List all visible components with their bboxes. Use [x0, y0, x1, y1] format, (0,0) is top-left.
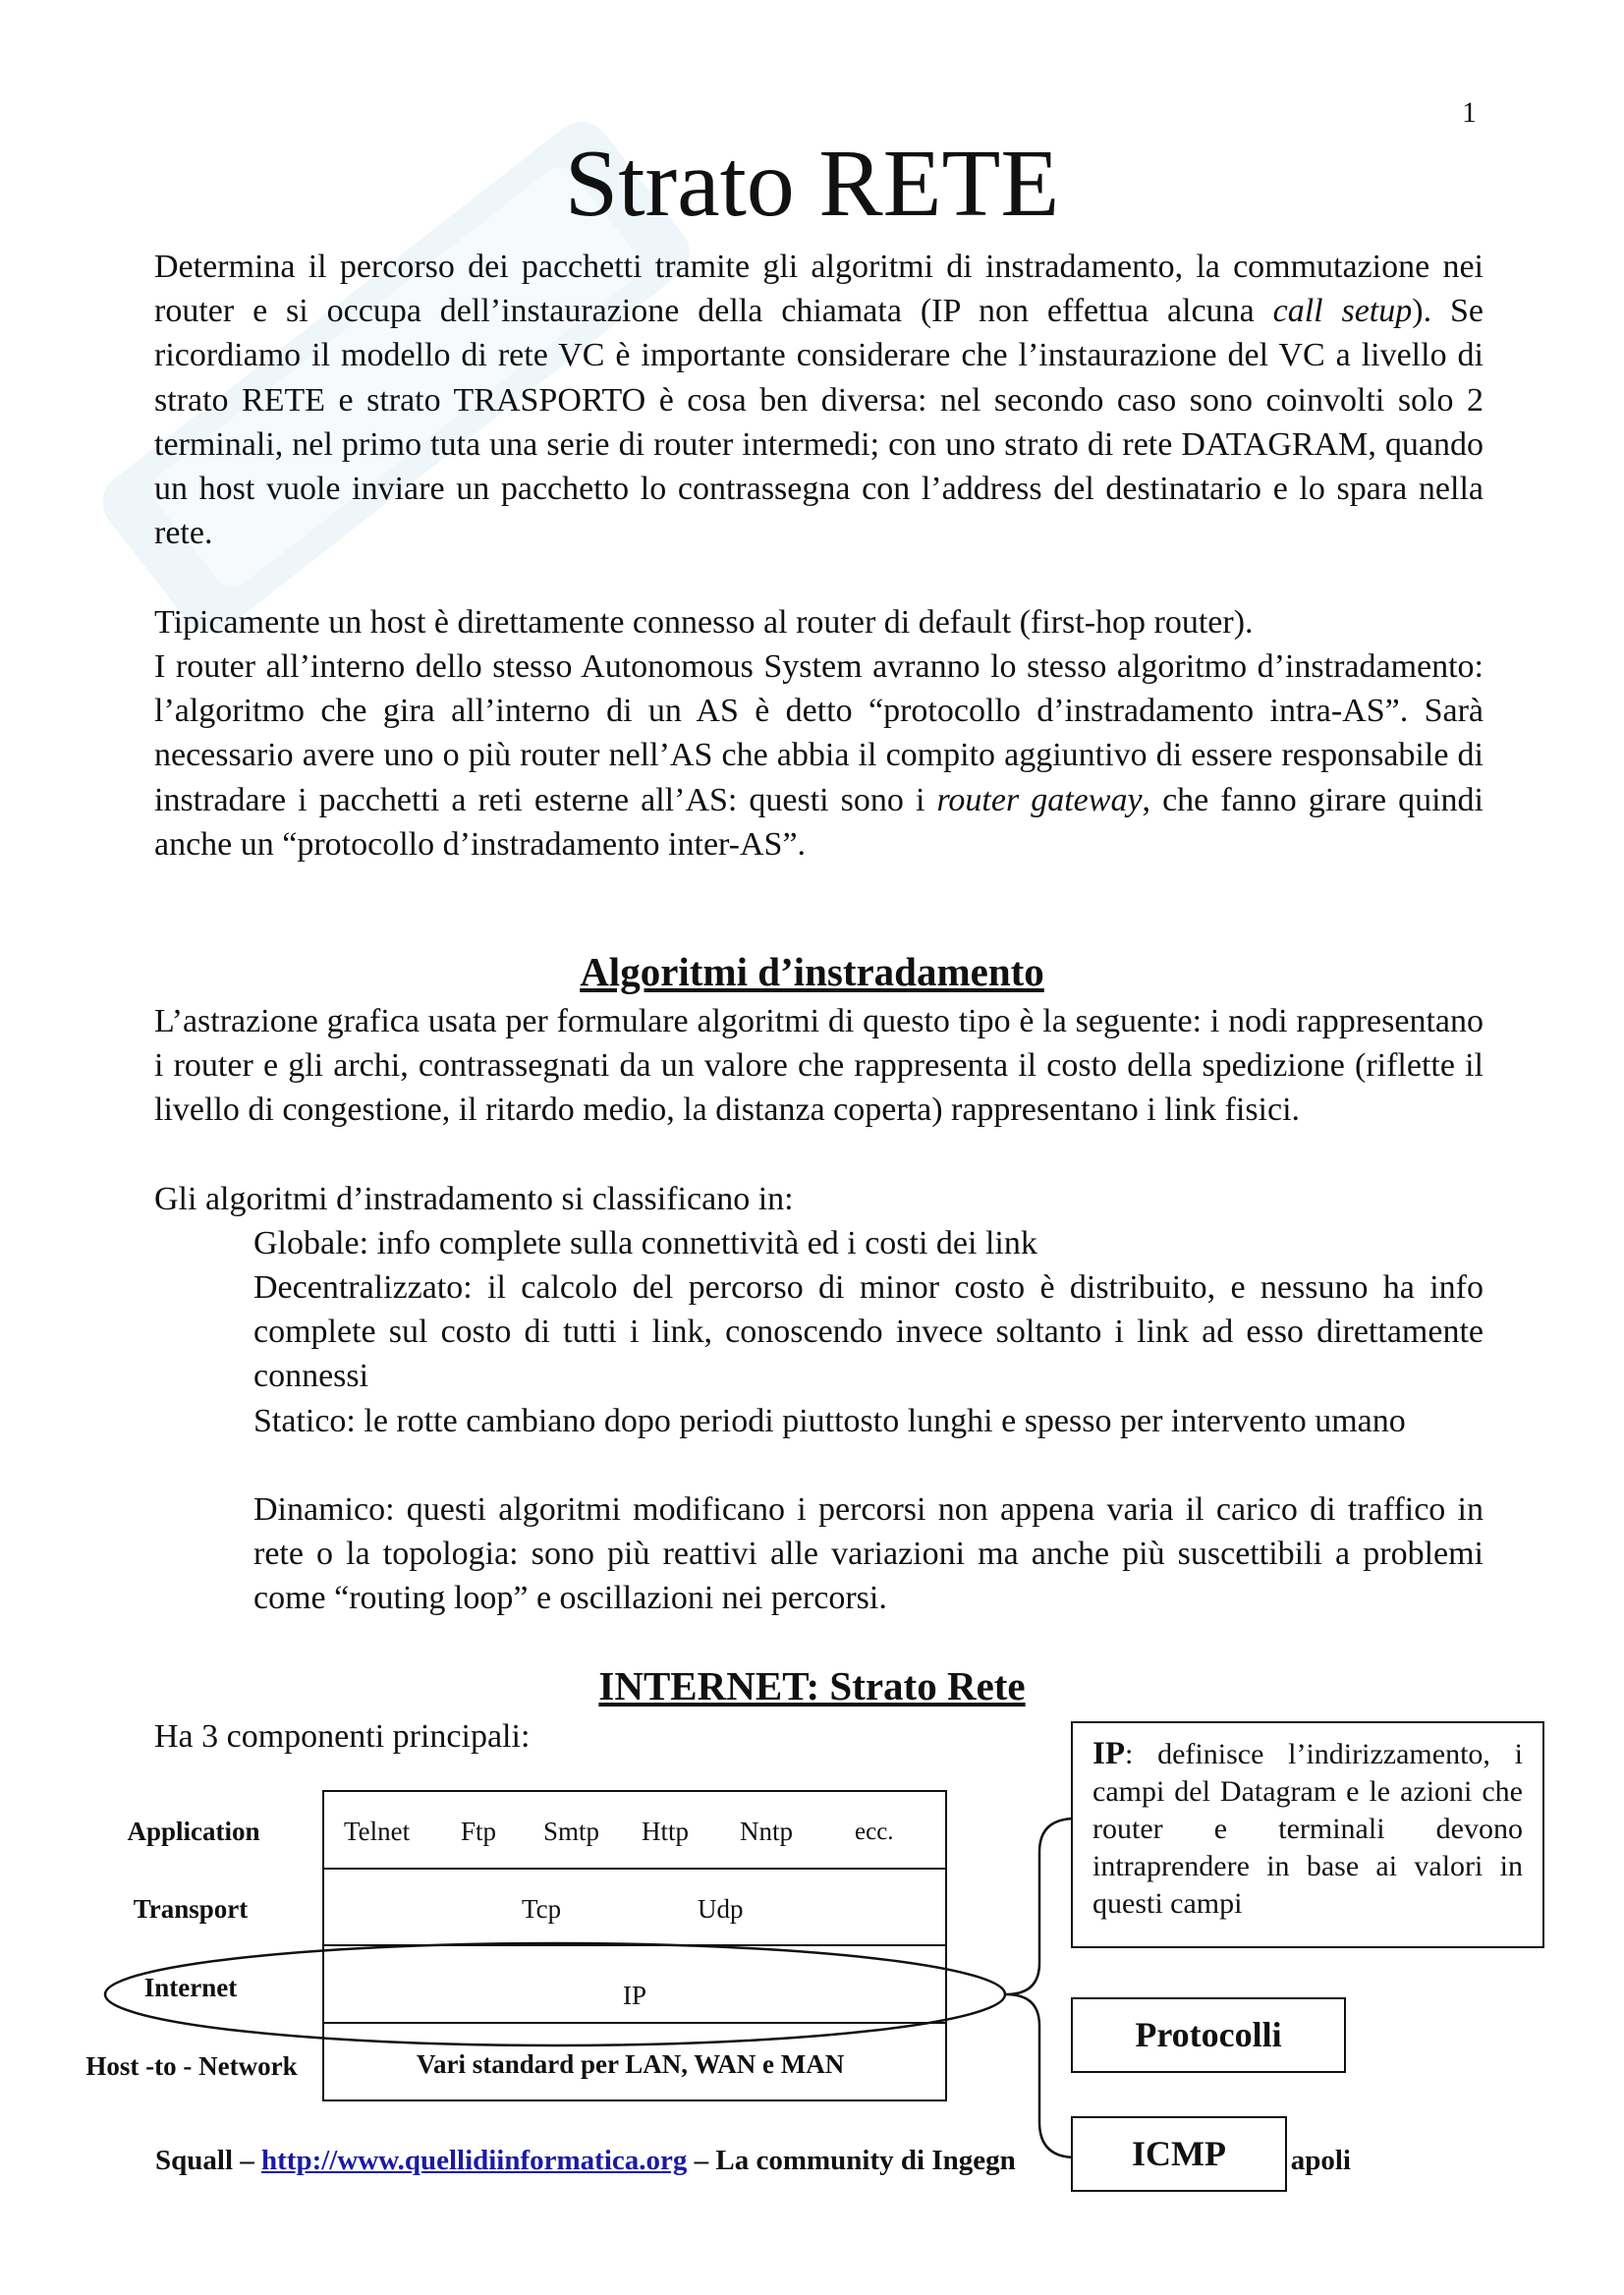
intro-paragraph-2: Tipicamente un host è direttamente connesso al router di default (first-hop router).: [154, 604, 1254, 641]
protocol-http: Http: [642, 1817, 690, 1846]
protocol-ecc: ecc.: [855, 1819, 894, 1845]
protocol-smtp: Smtp: [543, 1817, 600, 1846]
protocol-telnet: Telnet: [344, 1817, 411, 1846]
footer-text-end: apoli: [1290, 2145, 1351, 2176]
class-item-decentralizzato: Decentralizzato: il calcolo del percorso di minor costo è distribuito, e nessuno ha info complete sul costo di tutti i link, conoscendo invece soltanto i link ad esso direttamente connessi: [253, 1269, 1484, 1395]
icmp-box: ICMP: [1071, 2116, 1287, 2192]
protocol-tcp: Tcp: [522, 1894, 562, 1924]
intro-p3-text-a: I router all’interno dello stesso Autonomous System avranno lo stesso algoritmo d’instradamento: l’algoritmo che gira all’interno di un AS è detto “protocollo d’instradamento intra-AS”. Sarà necessario avere uno o più router nell’AS che abbia il compito aggiuntivo di essere responsabile di instradare i pacchetti a reti esterne all’AS: questi sono i: [154, 648, 1484, 818]
class-item-statico: Statico: le rotte cambiano dopo periodi piuttosto lunghi e spesso per intervento umano: [253, 1403, 1406, 1439]
intro-p3-emphasis: router gateway: [936, 781, 1143, 818]
routing-paragraph: L’astrazione grafica usata per formulare algoritmi di questo tipo è la seguente: i nodi rappresentano i router e gli archi, contrassegnati da un valore che rappresenta il costo della spedizione (riflette il livello di congestione, il ritardo medio, la distanza coperta) rappresentano i link fisici.: [154, 1003, 1484, 1129]
intro-p1-text-a: Determina il percorso dei pacchetti tramite gli algoritmi di instradamento, la commutazione nei router e si occupa dell’instaurazione della chiamata (IP non effettua alcuna: [154, 249, 1484, 330]
page-number: 1: [1462, 96, 1477, 129]
ip-description-box: [1071, 1721, 1544, 1948]
ip-box-title: IP: [1092, 1736, 1125, 1771]
host-standards: Vari standard per LAN, WAN e MAN: [417, 2049, 845, 2079]
protocol-udp: Udp: [698, 1894, 744, 1924]
protocol-ip: IP: [623, 1981, 647, 2010]
routing-heading: Algoritmi d’instradamento: [580, 949, 1044, 994]
layer-label-application: Application: [127, 1817, 260, 1846]
classification-intro: Gli algoritmi d’instradamento si classificano in:: [154, 1181, 794, 1217]
class-item-globale: Globale: info complete sulla connettività ed i costi dei link: [253, 1225, 1037, 1261]
footer-link[interactable]: http://www.quellidiinformatica.org: [261, 2145, 688, 2176]
layer-label-host: Host -to - Network: [85, 2051, 298, 2081]
page-title: Strato RETE: [564, 131, 1060, 237]
protocol-ftp: Ftp: [461, 1817, 497, 1846]
intro-p1-text-b: ). Se ricordiamo il modello di rete VC è importante considerare che l’instaurazione del VC a livello di strato RETE e strato TRASPORTO è cosa ben diversa: nel secondo caso sono coinvolti solo 2 terminali, nel primo tuta una serie di router intermedi; con uno strato di rete DATAGRAM, quando un host vuole inviare un pacchetto lo contrassegna con l’address del destinatario e lo spara nella rete.: [154, 293, 1484, 552]
footer-author: Squall –: [155, 2145, 261, 2176]
ip-box-text: : definisce l’indirizzamento, i campi del Datagram e le azioni che router e terminali devono intraprendere in base ai valori in questi campi: [1092, 1738, 1523, 1920]
protocol-nntp: Nntp: [740, 1817, 793, 1846]
intro-p3-text-b: , che fanno girare quindi anche un “protocollo d’instradamento inter-AS”.: [154, 781, 1484, 863]
intro-p1-emphasis: call setup: [1272, 293, 1413, 330]
footer-text: – La community di Ingegn: [687, 2145, 1016, 2176]
class-item-dinamico: Dinamico: questi algoritmi modificano i percorsi non appena varia il carico di traffico in rete o la topologia: sono più reattivi alle variazioni ma anche più suscettibili a problemi come “routing loop” e oscillazioni nei percorsi.: [253, 1491, 1484, 1617]
components-brace: [1006, 1819, 1076, 2157]
layer-label-transport: Transport: [133, 1894, 249, 1924]
layer-label-internet: Internet: [143, 1973, 238, 2002]
protocolli-box: Protocolli: [1071, 1997, 1346, 2073]
internet-intro: Ha 3 componenti principali:: [154, 1718, 531, 1755]
internet-heading: INTERNET: Strato Rete: [598, 1663, 1026, 1708]
internet-layer-ellipse: [105, 1943, 1005, 2045]
